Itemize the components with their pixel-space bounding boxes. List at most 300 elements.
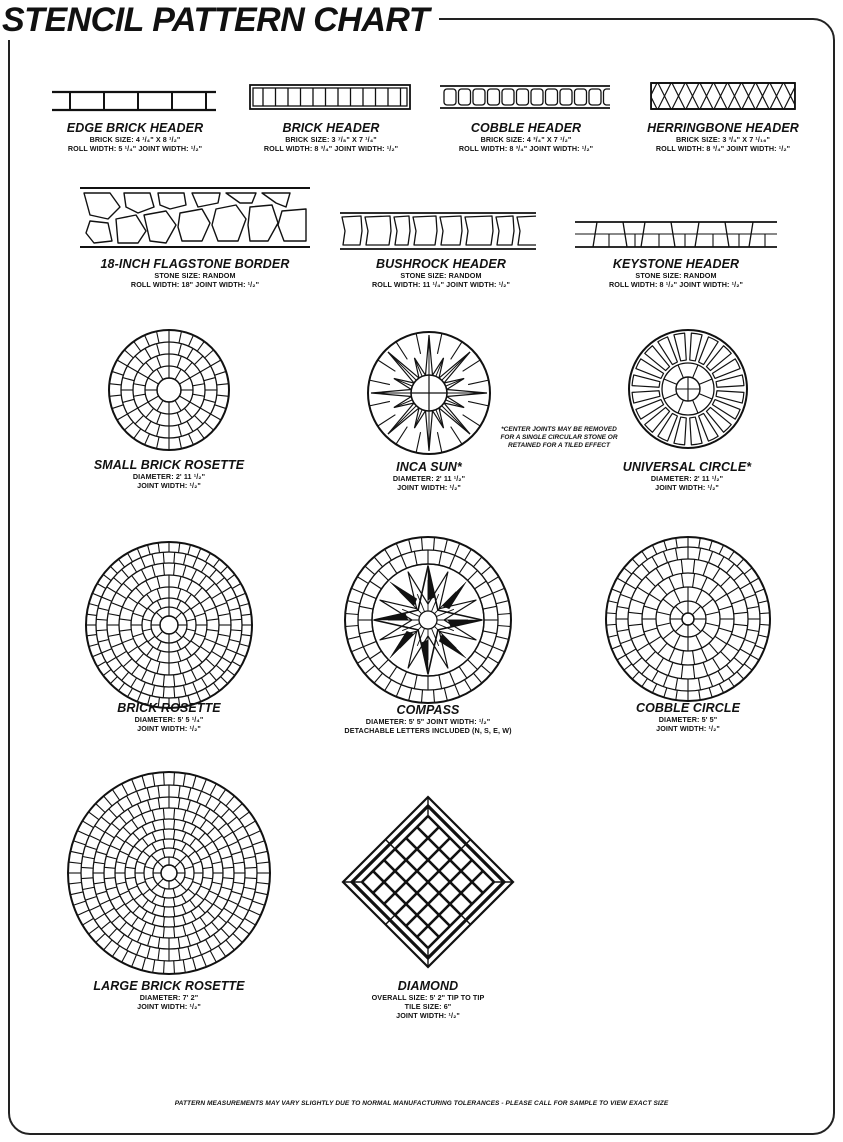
joint-line bbox=[357, 577, 368, 584]
joint-line bbox=[147, 947, 150, 959]
joint-line bbox=[153, 773, 155, 786]
joint-line bbox=[191, 569, 196, 580]
pattern-name: UNIVERSAL CIRCLE* bbox=[622, 460, 752, 474]
joint-line bbox=[374, 673, 382, 683]
joint-line bbox=[97, 662, 106, 667]
joint-line bbox=[173, 907, 174, 917]
ring-line bbox=[419, 611, 437, 629]
joint-line bbox=[233, 804, 242, 813]
joint-line bbox=[652, 545, 656, 554]
star-point bbox=[374, 613, 408, 620]
joint-line bbox=[633, 658, 642, 666]
pattern-name: EDGE BRICK HEADER bbox=[66, 121, 204, 135]
joint-line bbox=[656, 658, 663, 670]
pattern-name: COBBLE CIRCLE bbox=[635, 701, 741, 715]
joint-line bbox=[148, 545, 151, 555]
cobble-stone bbox=[560, 89, 572, 105]
joint-line bbox=[141, 682, 145, 692]
diamond-tile-grid bbox=[362, 816, 494, 948]
pattern-spec: DIAMETER: 2' 11 ¹/₂" bbox=[392, 474, 466, 483]
joint-line bbox=[681, 651, 683, 665]
joint-line bbox=[207, 827, 215, 835]
joint-line bbox=[747, 629, 759, 631]
keystone-header-pattern bbox=[575, 220, 777, 250]
joint-line bbox=[190, 900, 196, 908]
compass-pattern bbox=[343, 535, 513, 705]
pattern-name: BRICK ROSETTE bbox=[117, 701, 221, 715]
joint-line bbox=[228, 841, 238, 846]
center-joint-note: *CENTER JOINTS MAY BE REMOVED FOR A SINGLE CIRCULAR STONE OR RETAINED FOR A TILED EFFECT bbox=[500, 426, 618, 449]
border-line bbox=[651, 83, 795, 109]
joint-line bbox=[221, 809, 229, 818]
joint-line bbox=[252, 841, 264, 845]
joint-line bbox=[719, 684, 723, 693]
joint-line bbox=[185, 594, 191, 603]
joint-line bbox=[750, 578, 759, 583]
joint-line bbox=[163, 675, 164, 687]
joint-line bbox=[89, 812, 99, 820]
joint-line bbox=[396, 427, 407, 445]
joint-line bbox=[617, 606, 629, 608]
joint-line bbox=[744, 664, 752, 670]
joint-line bbox=[156, 631, 162, 637]
joint-line bbox=[98, 608, 109, 611]
bushrock-stone bbox=[342, 216, 362, 245]
joint-line bbox=[214, 802, 221, 812]
flagstone bbox=[124, 193, 154, 213]
joint-line bbox=[231, 891, 242, 894]
joint-line bbox=[351, 647, 363, 652]
joint-line bbox=[449, 672, 454, 685]
joint-line bbox=[132, 820, 138, 829]
joint-line bbox=[676, 538, 677, 548]
pattern-spec: DIAMETER: 5' 5" JOINT WIDTH: ¹/₂" bbox=[365, 717, 491, 726]
joint-line bbox=[125, 867, 135, 868]
joint-line bbox=[194, 356, 202, 364]
joint-line bbox=[94, 862, 105, 864]
joint-line bbox=[480, 641, 493, 646]
joint-line bbox=[108, 614, 120, 616]
joint-line bbox=[224, 908, 233, 914]
joint-line bbox=[85, 896, 96, 900]
joint-line bbox=[194, 653, 202, 662]
joint-line bbox=[657, 623, 671, 626]
joint-line bbox=[191, 641, 200, 647]
joint-line bbox=[483, 631, 497, 634]
joint-line bbox=[187, 800, 190, 811]
flagstone bbox=[212, 205, 246, 241]
joint-line bbox=[137, 944, 141, 955]
pattern-spec: DIAMETER: 2' 11 ¹/₂" bbox=[650, 474, 724, 483]
pattern-spec: JOINT WIDTH: ¹/₂" bbox=[655, 483, 719, 492]
joint-line bbox=[696, 590, 702, 603]
bushrock-stone bbox=[394, 216, 410, 245]
joint-line bbox=[245, 878, 257, 879]
joint-line bbox=[699, 690, 700, 700]
joint-line bbox=[179, 437, 181, 449]
joint-line bbox=[414, 675, 417, 689]
joint-line bbox=[204, 928, 210, 937]
joint-line bbox=[693, 365, 698, 378]
joint-line bbox=[715, 636, 727, 644]
joint-line bbox=[174, 927, 175, 938]
joint-line bbox=[82, 918, 93, 925]
joint-line bbox=[183, 636, 190, 642]
joint-line bbox=[195, 613, 205, 616]
flagstone bbox=[248, 205, 278, 241]
joint-line bbox=[128, 647, 138, 654]
herringbone-header-pattern bbox=[650, 82, 796, 110]
flagstone bbox=[86, 221, 112, 243]
joint-line bbox=[649, 594, 661, 602]
joint-line bbox=[481, 566, 491, 574]
joint-line bbox=[96, 934, 105, 943]
edge-brick-header-pattern bbox=[52, 88, 216, 114]
joint-line bbox=[119, 630, 131, 631]
joint-line bbox=[374, 557, 382, 567]
joint-line bbox=[204, 399, 216, 402]
joint-line bbox=[142, 958, 145, 971]
border-line bbox=[651, 83, 795, 109]
joint-line bbox=[734, 573, 743, 581]
joint-line bbox=[117, 360, 127, 366]
joint-line bbox=[142, 922, 147, 932]
joint-line bbox=[122, 672, 129, 680]
pattern-spec: DIAMETER: 5' 5 ¹/₄" bbox=[134, 715, 204, 724]
joint-line bbox=[642, 665, 650, 674]
joint-line bbox=[179, 396, 189, 402]
joint-line bbox=[703, 562, 708, 575]
joint-line bbox=[192, 861, 200, 864]
joint-line bbox=[87, 635, 97, 636]
joint-line bbox=[218, 946, 225, 957]
joint-line bbox=[240, 604, 250, 607]
joint-line bbox=[183, 925, 186, 936]
joint-line bbox=[152, 810, 155, 821]
petal-stone bbox=[712, 359, 740, 379]
joint-line bbox=[455, 685, 460, 697]
joint-line bbox=[213, 683, 219, 691]
joint-line bbox=[218, 614, 230, 616]
joint-line bbox=[631, 634, 644, 639]
joint-line bbox=[183, 773, 185, 786]
star-point bbox=[448, 620, 482, 627]
pattern-name: KEYSTONE HEADER bbox=[612, 257, 740, 271]
joint-line bbox=[233, 882, 244, 884]
joint-line bbox=[173, 829, 174, 839]
joint-line bbox=[116, 836, 125, 842]
joint-line bbox=[218, 846, 228, 851]
joint-line bbox=[351, 588, 363, 593]
joint-line bbox=[138, 641, 147, 647]
joint-line bbox=[178, 798, 180, 809]
joint-line bbox=[83, 887, 95, 889]
joint-line bbox=[191, 670, 196, 681]
joint-line bbox=[218, 634, 230, 636]
joint-line bbox=[221, 677, 228, 684]
joint-line bbox=[122, 638, 133, 642]
joint-line bbox=[107, 657, 116, 663]
joint-line bbox=[193, 682, 197, 692]
joint-line bbox=[128, 597, 138, 604]
joint-line bbox=[132, 576, 139, 586]
joint-line bbox=[663, 630, 674, 639]
joint-line bbox=[174, 819, 175, 829]
pattern-spec: ROLL WIDTH: 8 ³/₄" JOINT WIDTH: ¹/₂" bbox=[655, 144, 791, 153]
joint-line bbox=[96, 891, 107, 894]
pattern-spec: JOINT WIDTH: ¹/₂" bbox=[137, 724, 201, 733]
joint-line bbox=[200, 856, 209, 860]
joint-line bbox=[199, 665, 206, 675]
joint-line bbox=[701, 648, 707, 661]
joint-line bbox=[137, 791, 141, 802]
joint-line bbox=[200, 820, 206, 829]
joint-line bbox=[195, 633, 205, 636]
joint-line bbox=[236, 593, 245, 597]
joint-line bbox=[213, 904, 222, 910]
joint-line bbox=[152, 925, 155, 936]
pattern-spec: ROLL WIDTH: 8 ¹/₂" JOINT WIDTH: ¹/₂" bbox=[608, 280, 744, 289]
joint-line bbox=[183, 565, 186, 577]
joint-line bbox=[188, 889, 195, 895]
joint-line bbox=[663, 551, 667, 562]
joint-line bbox=[120, 851, 129, 855]
petal-stone bbox=[658, 413, 678, 441]
flagstone bbox=[178, 209, 210, 241]
joint-line bbox=[133, 633, 143, 636]
joint-line bbox=[444, 688, 447, 701]
joint-line bbox=[117, 934, 124, 944]
joint-line bbox=[620, 640, 631, 644]
joint-line bbox=[97, 584, 106, 589]
joint-line bbox=[175, 862, 181, 868]
ring-line bbox=[161, 865, 177, 881]
joint-line bbox=[617, 655, 626, 660]
joint-line bbox=[178, 344, 181, 356]
joint-line bbox=[658, 584, 667, 595]
joint-line bbox=[158, 879, 164, 885]
brick-header-pattern bbox=[249, 84, 411, 110]
joint-line bbox=[216, 603, 227, 607]
joint-line bbox=[401, 555, 406, 568]
joint-line bbox=[646, 652, 656, 662]
inca-sun-caption bbox=[329, 460, 529, 492]
joint-line bbox=[104, 867, 115, 868]
joint-line bbox=[631, 599, 644, 604]
joint-line bbox=[101, 921, 110, 929]
joint-line bbox=[124, 422, 133, 430]
joint-line bbox=[226, 649, 236, 653]
cobble-header-caption bbox=[431, 121, 621, 153]
joint-line bbox=[146, 581, 152, 592]
joint-line bbox=[158, 937, 160, 948]
joint-line bbox=[236, 653, 245, 657]
pattern-spec: BRICK SIZE: 3 ³/₄" X 7 ¹/₁₆" bbox=[676, 135, 770, 144]
joint-line bbox=[203, 867, 213, 868]
joint-line bbox=[116, 651, 126, 657]
pattern-name: 18-INCH FLAGSTONE BORDER bbox=[100, 257, 290, 271]
joint-line bbox=[228, 817, 237, 825]
joint-line bbox=[146, 362, 154, 371]
joint-line bbox=[624, 664, 632, 670]
joint-line bbox=[146, 408, 154, 417]
joint-line bbox=[187, 421, 193, 431]
joint-line bbox=[674, 635, 680, 648]
joint-line bbox=[658, 643, 667, 654]
joint-line bbox=[205, 638, 216, 642]
joint-line bbox=[200, 917, 206, 926]
joint-line bbox=[215, 371, 226, 375]
joint-line bbox=[706, 612, 720, 615]
joint-line bbox=[626, 583, 636, 589]
bushrock-stone bbox=[365, 216, 391, 245]
joint-line bbox=[226, 940, 234, 950]
joint-line bbox=[663, 599, 674, 608]
joint-line bbox=[201, 563, 207, 572]
joint-line bbox=[664, 394, 677, 399]
joint-line bbox=[117, 414, 127, 420]
joint-line bbox=[209, 672, 216, 680]
joint-line bbox=[107, 587, 116, 593]
joint-line bbox=[145, 867, 154, 869]
joint-line bbox=[244, 857, 256, 859]
joint-line bbox=[416, 333, 420, 354]
bushrock-stone bbox=[465, 216, 493, 245]
joint-line bbox=[77, 831, 89, 836]
joint-line bbox=[396, 685, 401, 697]
joint-line bbox=[210, 951, 216, 962]
joint-line bbox=[152, 915, 155, 925]
joint-line bbox=[760, 613, 770, 614]
joint-line bbox=[737, 559, 744, 566]
joint-line bbox=[693, 573, 695, 587]
joint-line bbox=[379, 660, 389, 670]
joint-line bbox=[180, 855, 186, 861]
joint-line bbox=[221, 566, 228, 573]
joint-line bbox=[81, 867, 93, 868]
joint-line bbox=[414, 551, 417, 565]
pattern-spec: ROLL WIDTH: 8 ³/₄" JOINT WIDTH: ¹/₂" bbox=[458, 144, 594, 153]
joint-line bbox=[674, 590, 680, 603]
joint-line bbox=[744, 568, 752, 574]
joint-line bbox=[701, 577, 707, 590]
joint-line bbox=[175, 612, 181, 618]
joint-line bbox=[138, 603, 147, 609]
joint-line bbox=[122, 569, 129, 577]
joint-line bbox=[148, 800, 151, 811]
cobble-circle-pattern bbox=[604, 535, 772, 703]
joint-line bbox=[152, 685, 155, 696]
joint-line bbox=[157, 331, 159, 343]
cobble-stone bbox=[502, 89, 514, 105]
joint-line bbox=[146, 659, 152, 670]
joint-line bbox=[480, 593, 493, 598]
joint-line bbox=[252, 901, 264, 905]
joint-line bbox=[145, 877, 154, 879]
joint-line bbox=[89, 836, 100, 841]
cobble-stone bbox=[488, 89, 500, 105]
joint-line bbox=[731, 599, 744, 604]
joint-line bbox=[148, 636, 155, 642]
ring-line bbox=[144, 848, 194, 898]
joint-line bbox=[134, 341, 141, 351]
joint-line bbox=[119, 619, 131, 620]
joint-line bbox=[675, 623, 683, 631]
joint-line bbox=[468, 401, 489, 405]
joint-line bbox=[740, 583, 750, 589]
joint-line bbox=[698, 548, 700, 560]
joint-line bbox=[197, 341, 204, 351]
joint-line bbox=[188, 788, 191, 800]
joint-line bbox=[104, 878, 115, 879]
joint-line bbox=[463, 415, 481, 426]
joint-line bbox=[750, 655, 759, 660]
joint-line bbox=[173, 888, 175, 897]
joint-line bbox=[175, 400, 181, 410]
joint-line bbox=[692, 606, 700, 614]
joint-line bbox=[142, 776, 145, 789]
joint-line bbox=[111, 643, 122, 647]
joint-line bbox=[95, 914, 105, 920]
joint-line bbox=[702, 630, 713, 639]
petal-stone bbox=[645, 407, 670, 432]
pattern-spec: BRICK SIZE: 3 ⁷/₈" X 7 ¹/₄" bbox=[285, 135, 377, 144]
joint-line bbox=[119, 922, 126, 930]
joint-line bbox=[110, 677, 117, 684]
joint-line bbox=[125, 899, 133, 905]
bushrock-stone bbox=[496, 216, 514, 245]
joint-line bbox=[209, 891, 218, 895]
joint-line bbox=[193, 384, 205, 386]
joint-line bbox=[363, 593, 376, 598]
joint-line bbox=[163, 808, 164, 819]
joint-line bbox=[483, 606, 497, 609]
petal-stone bbox=[636, 359, 664, 379]
joint-line bbox=[731, 634, 744, 639]
bushrock-header-caption bbox=[343, 257, 539, 289]
joint-line bbox=[228, 900, 238, 905]
joint-line bbox=[624, 568, 632, 574]
joint-line bbox=[184, 877, 193, 879]
joint-line bbox=[70, 851, 83, 854]
joint-line bbox=[157, 356, 161, 367]
joint-line bbox=[209, 569, 216, 577]
flagstone-border-caption bbox=[80, 257, 310, 289]
joint-line bbox=[493, 588, 505, 593]
joint-line bbox=[692, 623, 700, 631]
ring-line bbox=[157, 378, 181, 402]
joint-line bbox=[143, 851, 150, 857]
joint-line bbox=[151, 855, 157, 861]
joint-line bbox=[187, 659, 193, 670]
joint-line bbox=[174, 917, 175, 927]
joint-line bbox=[211, 414, 221, 420]
joint-line bbox=[214, 934, 221, 944]
joint-line bbox=[163, 552, 164, 563]
joint-line bbox=[620, 594, 631, 598]
joint-line bbox=[221, 856, 232, 859]
joint-line bbox=[157, 400, 163, 410]
flagstone bbox=[84, 193, 120, 219]
joint-line bbox=[92, 653, 101, 657]
joint-line bbox=[108, 634, 120, 636]
joint-line bbox=[106, 856, 117, 859]
joint-line bbox=[729, 551, 735, 559]
joint-line bbox=[468, 380, 489, 384]
joint-line bbox=[202, 955, 207, 967]
ring-line bbox=[616, 547, 760, 691]
joint-line bbox=[642, 564, 650, 573]
